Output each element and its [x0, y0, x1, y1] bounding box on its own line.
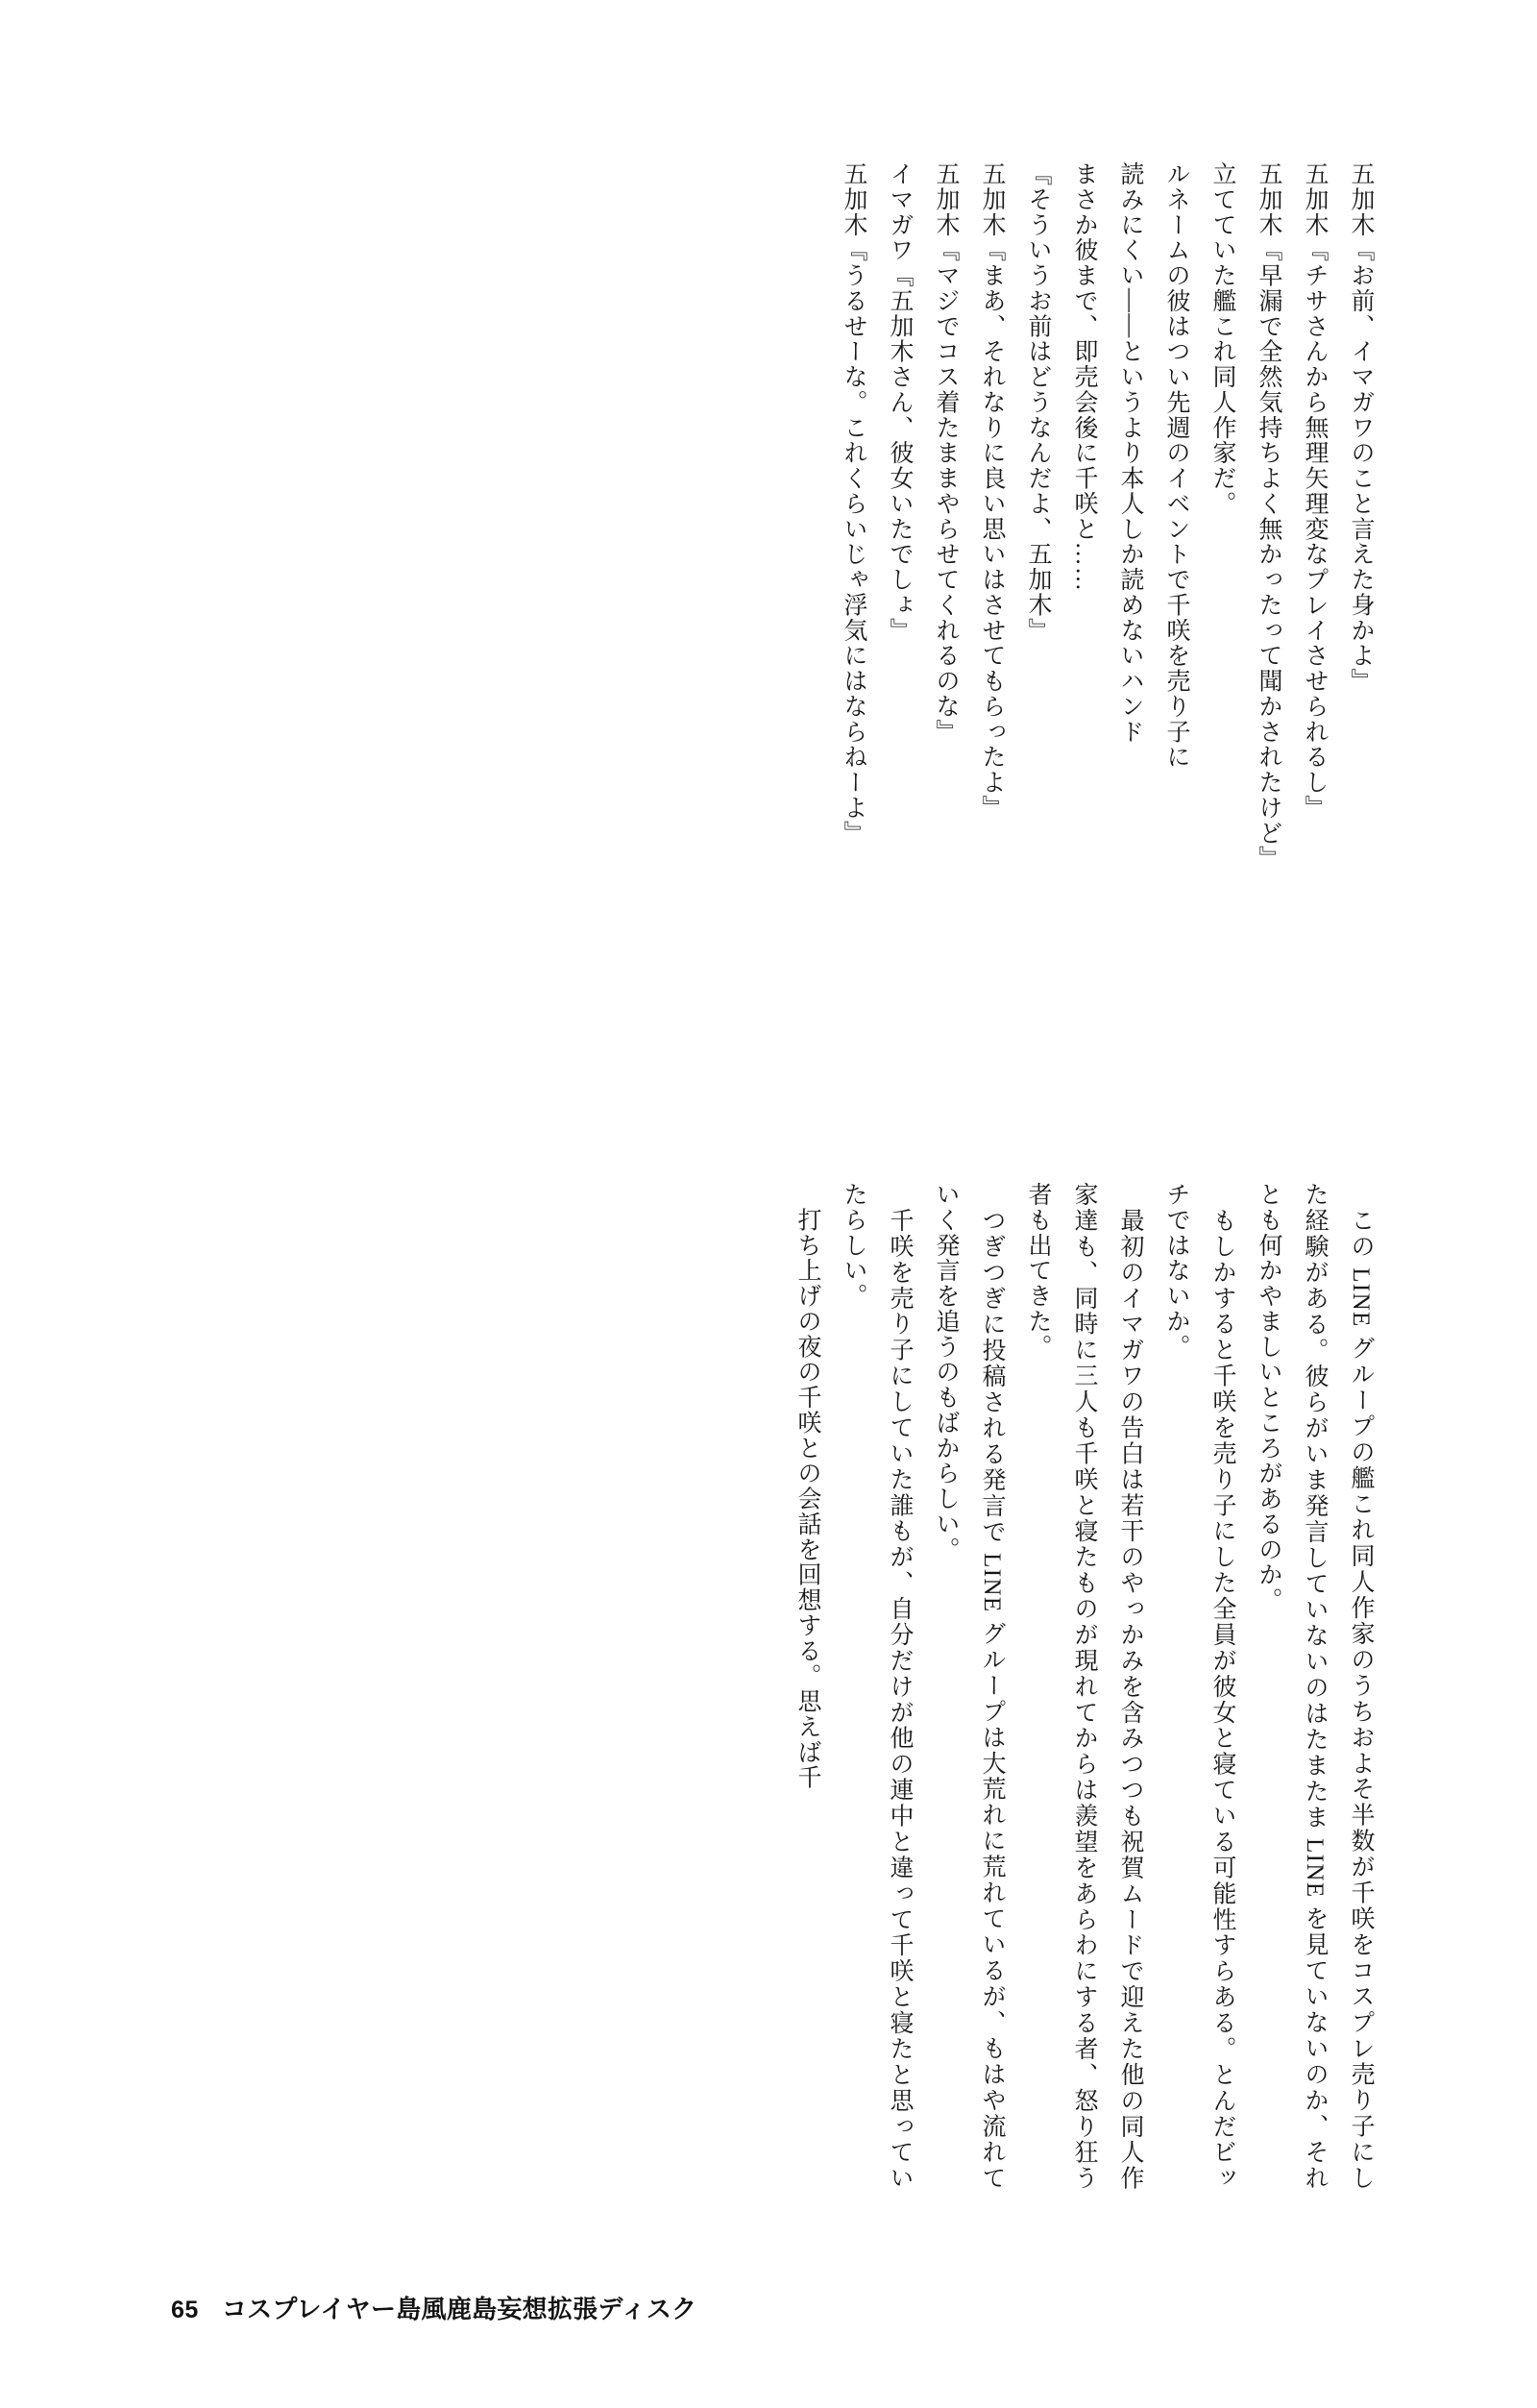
- narration-line: 読みにくい――というより本人しか読めないハンド: [1117, 161, 1143, 745]
- page-footer: [0, 2264, 1537, 2408]
- narration-line: まさか彼まで、即売会後に千咲と……: [1071, 161, 1097, 593]
- narration-paragraph: 最初のイマガワの告白は若干のやっかみを含みつつも祝賀ムードで迎えた他の同人作家達も、同時に三人も千咲と寝たものが現れてからは羨望をあらわにする者、怒り狂う者も出てきた。: [1025, 1182, 1143, 2191]
- narration-line: ルネームの彼はつい先週のイベントで千咲を売り子に: [1163, 161, 1189, 770]
- footer-inner: [171, 2290, 696, 2325]
- dialogue-line: 『そういうお前はどうなんだよ、五加木』: [1025, 161, 1051, 644]
- dialogue-line: 五加木『チサさんから無理矢理変なプレイさせられるし』: [1302, 161, 1328, 821]
- narration-paragraph: この LINE グループの艦これ同人作家のうちおよそ半数が千咲をコスプレ売り子にした経験がある。彼らがいま発言していないのはたまたま LINE を見ていないのか、それとも何かやましいところがあるのか。: [1256, 1182, 1374, 2191]
- running-title: コスプレイヤー島風鹿島妄想拡張ディスク: [221, 2296, 697, 2324]
- narration-paragraph: 打ち上げの夜の千咲との会話を回想する。思えば千: [794, 1182, 820, 1790]
- dialogue-line: 五加木『まあ、それなりに良い思いはさせてもらったよ』: [979, 161, 1005, 821]
- dialogue-line: イマガワ『五加木さん、彼女いたでしょ』: [887, 161, 913, 644]
- dialogue-line: 五加木『お前、イマガワのこと言えた身かよ』: [1348, 161, 1374, 694]
- narration-text-block: [784, 1182, 1383, 2191]
- narration-line: 立てていた艦これ同人作家だ。: [1209, 161, 1235, 517]
- dialogue-line: 五加木『早漏で全然気持ちよく無かったって聞かされたけど』: [1256, 161, 1281, 872]
- page-number: 65: [171, 2297, 199, 2323]
- narration-paragraph: 千咲を売り子にしていた誰もが、自分だけが他の連中と違って千咲と寝たと思っていたらしい。: [841, 1182, 913, 2191]
- narration-paragraph: もしかすると千咲を売り子にした全員が彼女と寝ている可能性すらある。とんだビッチではないか。: [1163, 1182, 1235, 2191]
- dialogue-line: 五加木『うるせーな。これくらいじゃ浮気にはならねーよ』: [841, 161, 866, 847]
- dialogue-line: 五加木『マジでコス着たままやらせてくれるのな』: [933, 161, 959, 745]
- dialogue-text-block: [830, 161, 1383, 1132]
- narration-paragraph: つぎつぎに投稿される発言で LINE グループは大荒れに荒れているが、もはや流れていく発言を追うのもばからしい。: [933, 1182, 1005, 2191]
